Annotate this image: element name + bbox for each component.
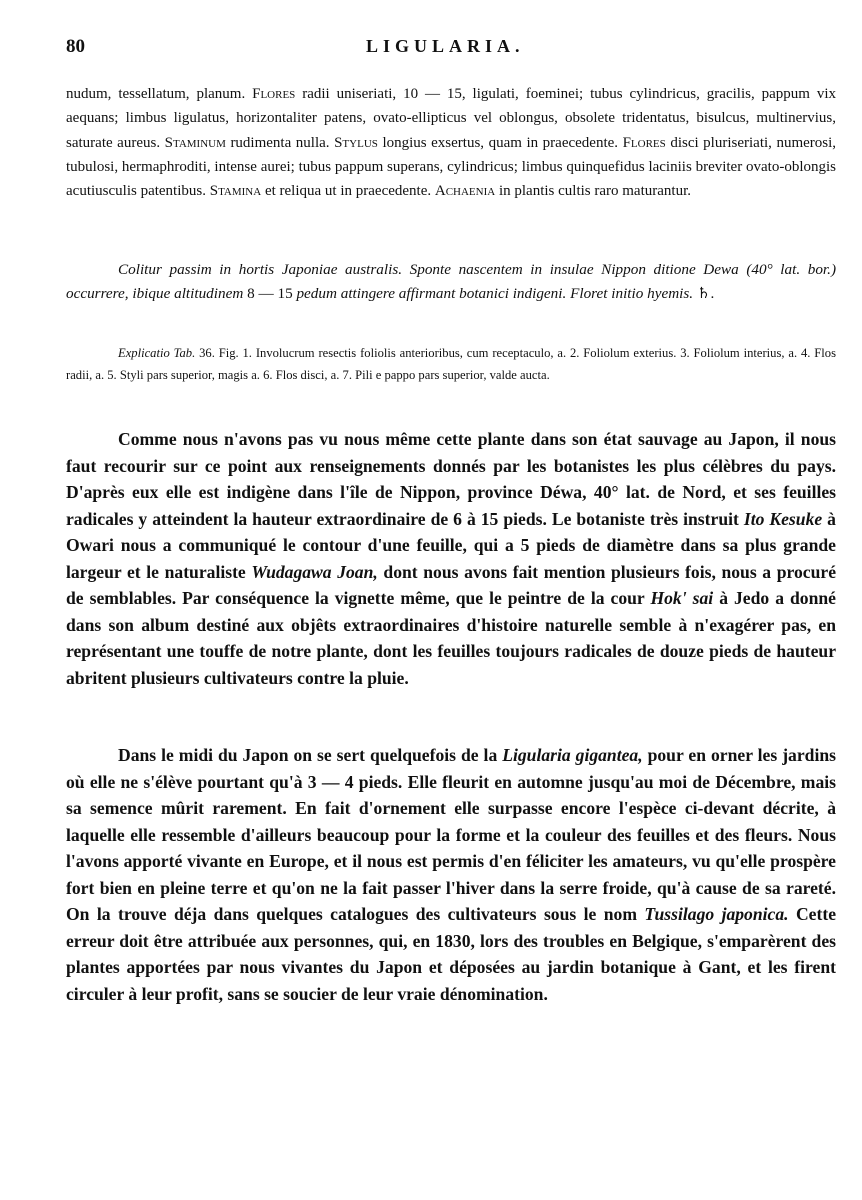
term-flores-disci: Flores [622,134,666,151]
plate-explanation-label: Explicatio Tab. [118,346,196,360]
person-name: Wudagawa Joan, [251,561,378,582]
species-name: Ligularia gigantea, [502,745,643,765]
french-paragraph-2: Dans le midi du Japon on se sert quelquefois de la Ligularia gigantea, pour en orner les jardins où elle ne s'élève pourtant qu'à 3 — 4 pieds. Elle fleurit en automne jusqu'au moi de Décembre, mais sa semence mûrit rarement. En fait d'ornement elle surpasse encore l'espèce ci-devant décrite, à laquelle elle ressemble d'ailleurs beaucoup pour la forme et la couleur des feuilles et des fleurs. Nous l'avons apporté vivante en Europe, et il nous est permis d'en féliciter les amateurs, vu qu'elle prospère fort bien en pleine terre et qu'on ne la fait passer l'hiver dans la serre froide, qu'à cause de sa rareté. On la trouve déja dans quelques catalogues des cultivateurs sous le nom Tussilago japonica. Cette erreur doit être attribuée aux personnes, qui, en 1830, lors des troubles en Belgique, s'emparèrent des plantes apportées par nous vivantes du Japon et déposées au jardin botanique à Gant, et les firent circuler à leur profit, sans se soucier de leur vraie dénomination. [66,745,837,1004]
perennial-symbol: ♄. [696,284,715,302]
habitat-text: Colitur passim in hortis Japoniae australis. Sponte nascentem in insulae Nippon ditione Dewa (40° lat. bor.) occurrere, ibique altitudinem 8 — 15 pedum attingere affirmant botanici indigeni. Floret initio hyemis. ♄. [66,261,837,302]
species-name: Tussilago japonica. [644,904,789,924]
term-flores: Flores [252,86,296,102]
term-stamina: Stamina [209,183,262,200]
page-header [66,36,802,60]
term-stylus: Stylus [334,134,378,151]
french-paragraph-1: Comme nous n'avons pas vu nous même cette plante dans son état sauvage au Japon, il nous faut recourir sur ce point aux renseignements donnés par les botanistes les plus célèbres du pays. D'après eux elle est indigène dans l'île de Nippon, province Déwa, 40° lat. de Nord, et ses feuilles radicales y atteindent la hauteur extraordinaire de 6 à 15 pieds. Le botaniste très instruit Ito Kesuke à Owari nous a communiqué le contour d'une feuille, qui a 5 pieds de diamètre dans sa plus grande largeur et le naturaliste Wudagawa Joan, dont nous avons fait mention plusieurs fois, nous a procuré de semblables. Par conséquence la vignette même, que le peintre de la cour Hok' sai à Jedo a donné dans son album destiné aux objêts extraordinaires d'histoire naturelle semble à n'exagérer pas, en représentant une touffe de notre plante, dont les feuilles toujours radicales de douze pieds de hauteur abritent plusieurs cultivateurs contre la pluie. [66,429,837,688]
term-achaenia: Achaenia [434,183,496,200]
term-staminum: Staminum [164,134,226,151]
latin-description [66,82,836,203]
latin-description-text: nudum, tessellatum, planum. Flores radii uniseriati, 10 — 15, ligulati, foeminei; tubus cylindricus, gracilis, pappum vix aequans; limbus ligulatus, horizontaliter patens, ovato-ellipticus vel oblongus, obsolete tridentatus, bisulcus, multinervius, saturate aureus. Staminum rudimenta nulla. Stylus longius exsertus, quam in praecedente. Flores disci pluriseriati, numerosi, tubulosi, hermaphroditi, intense aurei; tubus pappum superans, cylindricus; limbus quinquefidus laciniis breviter ovato-oblongis acutiusculis patentibus. Stamina et reliqua ut in praecedente. Achaenia in plantis cultis raro maturantur. [66,86,837,200]
habitat-note [66,258,836,305]
plate-explanation [66,343,836,386]
page-number: 80 [66,36,85,57]
running-title: LIGULARIA. [366,36,525,56]
plate-explanation-text: Explicatio Tab. 36. Fig. 1. Involucrum resectis foliolis anterioribus, cum receptaculo, a. 2. Foliolum exterius. 3. Foliolum interius, a. 4. Flos radii, a. 5. Styli pars superior, magis a. 6. Flos disci, a. 7. Pili e pappo pars superior, valde aucta. [66,346,837,382]
person-name: Hok' sai [650,588,714,608]
person-name: Ito Kesuke [743,508,823,529]
